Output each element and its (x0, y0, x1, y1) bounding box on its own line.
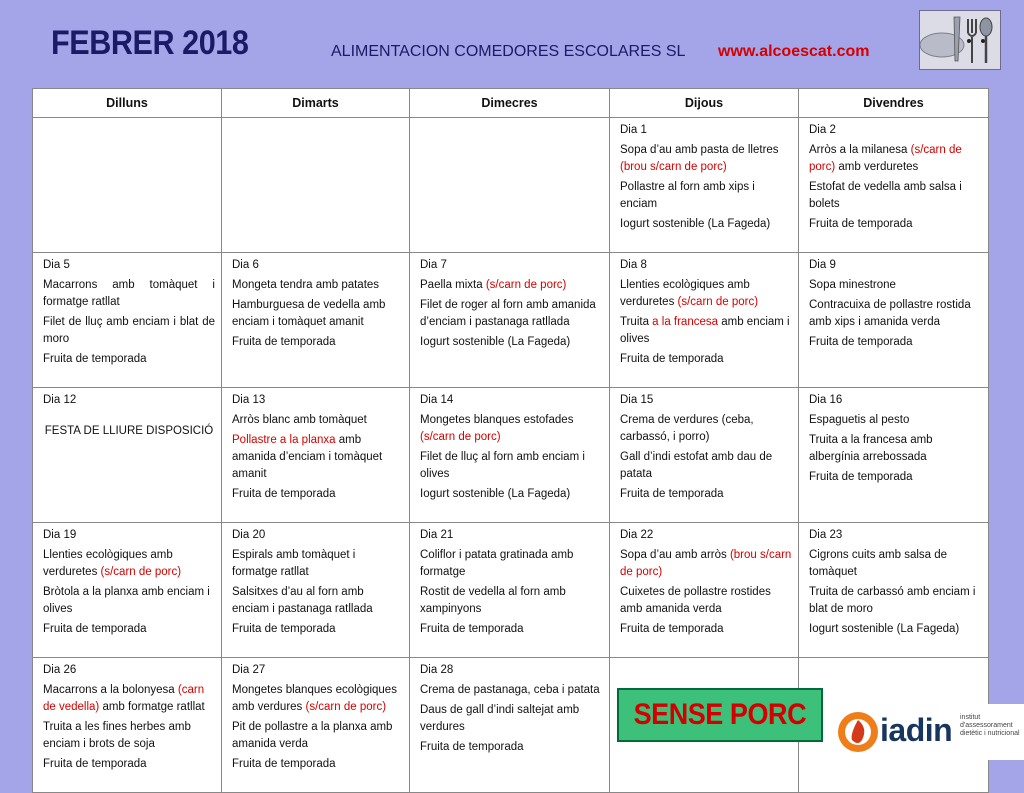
week-row (33, 253, 989, 388)
dish-line (620, 216, 792, 233)
dish-line (232, 756, 403, 773)
dish-line (420, 702, 603, 736)
dish-line (43, 682, 215, 716)
dish-line (420, 412, 603, 446)
day-number: Dia 12 (43, 394, 77, 406)
day-cell (222, 523, 410, 658)
day-cell (33, 523, 222, 658)
dish-text: Coliflor i patata gratinada amb formatge (420, 549, 574, 578)
dish-text: Fruita de temporada (43, 353, 147, 365)
day-cell (799, 253, 989, 388)
dish-text: Pollastre al forn amb xips i enciam (620, 181, 755, 210)
dish-line (232, 682, 403, 716)
dish-line (43, 621, 215, 638)
day-number: Dia 23 (809, 529, 843, 541)
dish-text: Truita (620, 316, 653, 328)
dish-text: Fruita de temporada (420, 741, 524, 753)
dish-line (232, 277, 403, 294)
dish-line (809, 277, 982, 294)
dish-line (232, 621, 403, 638)
dish-text: Arròs a la milanesa (809, 144, 911, 156)
dish-text: Cuixetes de pollastre rostides amb amanida verda (620, 586, 771, 615)
dish-text: Salsitxes d’au al forn amb enciam i pastanaga ratllada (232, 586, 373, 615)
day-number: Dia 22 (620, 529, 654, 541)
day-cell (33, 253, 222, 388)
dish-note-red: (s/carn de porc) (677, 296, 759, 308)
day-number: Dia 26 (43, 664, 77, 676)
day-number: Dia 19 (43, 529, 77, 541)
dish-text: Pit de pollastre a la planxa amb amanida verda (232, 721, 393, 750)
day-number: Dia 5 (43, 259, 70, 271)
day-cell (610, 523, 799, 658)
dish-line (809, 621, 982, 638)
dish-text: Mongetes blanques ecològiques amb verdures (232, 684, 397, 713)
dish-line (620, 277, 792, 311)
day-cell (410, 658, 610, 793)
dish-line (232, 719, 403, 753)
menu-calendar (32, 88, 989, 793)
day-cell (410, 523, 610, 658)
dish-note-red: (s/carn de porc) (485, 279, 567, 291)
dish-text: Estofat de vedella amb salsa i bolets (809, 181, 962, 210)
dish-text: amb verduretes (835, 161, 919, 173)
day-number: Dia 28 (420, 664, 454, 676)
dish-line (620, 449, 792, 483)
dish-line (232, 486, 403, 503)
dish-line (420, 449, 603, 483)
dish-text: Truita a la francesa amb albergínia arrebossada (809, 434, 933, 463)
day-number: Dia 9 (809, 259, 836, 271)
company-name: ALIMENTACION COMEDORES ESCOLARES SL (331, 43, 686, 60)
dish-text: Gall d’indi estofat amb dau de patata (620, 451, 773, 480)
day-cell (33, 658, 222, 793)
dish-text: Fruita de temporada (43, 623, 147, 635)
weekday-header-dimecres: Dimecres (410, 89, 610, 118)
day-cell (610, 253, 799, 388)
weekday-header-dimarts: Dimarts (222, 89, 410, 118)
day-number: Dia 13 (232, 394, 266, 406)
week-row (33, 523, 989, 658)
dish-text: Fruita de temporada (232, 488, 336, 500)
day-number: Dia 16 (809, 394, 843, 406)
dish-line (43, 547, 215, 581)
dish-text: Fruita de temporada (620, 353, 724, 365)
dish-line (43, 719, 215, 753)
dish-text: Iogurt sostenible (La Fageda) (809, 623, 960, 635)
dish-text: Daus de gall d’indi saltejat amb verdures (420, 704, 580, 733)
day-number: Dia 8 (620, 259, 647, 271)
dish-note-red: (s/carn de porc) (809, 144, 962, 173)
iadin-logo (832, 704, 1024, 760)
dish-text: Iogurt sostenible (La Fageda) (420, 336, 571, 348)
dish-note-red: (s/carn de porc) (100, 566, 182, 578)
dish-line (420, 547, 603, 581)
iadin-name: iadin (880, 712, 953, 748)
dish-note-red: (s/carn de porc) (305, 701, 387, 713)
day-cell (33, 118, 222, 253)
day-number: Dia 14 (420, 394, 454, 406)
day-cell (410, 118, 610, 253)
dish-line (620, 547, 792, 581)
dish-line (43, 584, 215, 618)
day-number: Dia 2 (809, 124, 836, 136)
dish-text: amb enciam i olives (620, 316, 790, 345)
dish-text: Iogurt sostenible (La Fageda) (420, 488, 571, 500)
sense-porc-badge (617, 688, 823, 742)
dish-line (620, 412, 792, 446)
day-cell (610, 388, 799, 523)
dish-text: Espaguetis al pesto (809, 414, 910, 426)
dish-line (232, 584, 403, 618)
day-number: Dia 6 (232, 259, 259, 271)
dish-line (809, 412, 982, 429)
dish-text: Sopa d’au amb arròs (620, 549, 730, 561)
day-number: Dia 20 (232, 529, 266, 541)
dish-line (43, 277, 215, 311)
dish-line (43, 314, 215, 348)
dish-text: Cigrons cuits amb salsa de tomàquet (809, 549, 948, 578)
dish-line (620, 584, 792, 618)
dish-text: Macarrons a la bolonyesa (43, 684, 178, 696)
dish-text: Fruita de temporada (43, 758, 147, 770)
dish-note-red: (s/carn de porc) (420, 431, 501, 443)
dish-line (809, 432, 982, 466)
day-cell (410, 388, 610, 523)
dish-line (809, 584, 982, 618)
page-title: FEBRER 2018 (51, 24, 249, 62)
dish-line (620, 351, 792, 368)
dish-text: amb formatge ratllat (99, 701, 205, 713)
dish-line (620, 179, 792, 213)
weekday-header-divendres: Divendres (799, 89, 989, 118)
dish-line (420, 682, 603, 699)
company-url-link[interactable]: www.alcoescat.com (718, 43, 870, 60)
day-cell (799, 118, 989, 253)
day-number: Dia 15 (620, 394, 654, 406)
cutlery-icon (919, 10, 1001, 70)
day-cell (222, 118, 410, 253)
dish-line (809, 469, 982, 486)
day-cell (799, 388, 989, 523)
dish-line (620, 621, 792, 638)
dish-line (43, 756, 215, 773)
dish-text: Fruita de temporada (809, 471, 913, 483)
dish-note-red: (brou s/carn de porc) (620, 161, 727, 173)
day-number: Dia 21 (420, 529, 454, 541)
dish-text: Rostit de vedella al forn amb xampinyons (420, 586, 566, 615)
dish-text: Mongetes blanques estofades (420, 414, 574, 426)
dish-text: Truita de carbassó amb enciam i blat de moro (809, 586, 976, 615)
dish-text: Filet de roger al forn amb amanida d’enciam i pastanaga ratllada (420, 299, 596, 328)
dish-note-red: Pollastre a la planxa (232, 434, 336, 446)
dish-line (809, 142, 982, 176)
dish-text: Llenties ecològiques amb verduretes (43, 549, 173, 578)
dish-text: Fruita de temporada (232, 758, 336, 770)
dish-line (232, 412, 403, 429)
day-cell (222, 388, 410, 523)
sense-porc-label: SENSE PORC (633, 698, 807, 731)
dish-text: Fruita de temporada (620, 623, 724, 635)
dish-line (420, 486, 603, 503)
dish-note-red: (brou s/carn de porc) (620, 549, 792, 578)
iadin-flame-logo (836, 710, 880, 754)
dish-text: Paella mixta (420, 279, 486, 291)
weekday-header-dijous: Dijous (610, 89, 799, 118)
dish-text: Fruita de temporada (420, 623, 524, 635)
dish-text: Fruita de temporada (809, 336, 913, 348)
dish-text: Fruita de temporada (809, 218, 913, 230)
weekday-header-dilluns: Dilluns (33, 89, 222, 118)
dish-line (232, 297, 403, 331)
dish-text: amb amanida d’enciam i tomàquet amanit (232, 434, 383, 480)
day-cell (610, 118, 799, 253)
dish-text: Fruita de temporada (620, 488, 724, 500)
dish-line (420, 584, 603, 618)
dish-line (232, 432, 403, 483)
dish-line (420, 277, 603, 294)
dish-text: Bròtola a la planxa amb enciam i olives (43, 586, 210, 615)
dish-line (809, 216, 982, 233)
dish-line (232, 334, 403, 351)
dish-line (620, 314, 792, 348)
dish-text: Contracuixa de pollastre rostida amb xips i amanida verda (809, 299, 971, 328)
dish-note-red: (carn de vedella) (43, 684, 205, 713)
holiday-note: FESTA DE LLIURE DISPOSICIÓ (44, 425, 214, 437)
dish-text: Fruita de temporada (232, 336, 336, 348)
dish-text: Filet de lluç amb enciam i blat de moro (43, 316, 215, 345)
day-cell (33, 388, 222, 523)
day-cell (410, 253, 610, 388)
dish-text: Arròs blanc amb tomàquet (232, 414, 367, 426)
day-number: Dia 27 (232, 664, 266, 676)
dish-line (420, 621, 603, 638)
dish-line (420, 334, 603, 351)
dish-line (232, 547, 403, 581)
dish-text: Iogurt sostenible (La Fageda) (620, 218, 771, 230)
dish-line (43, 351, 215, 368)
dish-line (809, 547, 982, 581)
day-cell (222, 658, 410, 793)
weekday-header-row (33, 89, 989, 118)
dish-text: Truita a les fines herbes amb enciam i brots de soja (43, 721, 191, 750)
dish-text: Mongeta tendra amb patates (232, 279, 380, 291)
dish-line (620, 142, 792, 176)
dish-line (809, 334, 982, 351)
dish-text: Llenties ecològiques amb verduretes (620, 279, 750, 308)
day-cell (799, 523, 989, 658)
week-row (33, 388, 989, 523)
dish-line (420, 739, 603, 756)
dish-line (809, 179, 982, 213)
day-cell (222, 253, 410, 388)
week-row (33, 118, 989, 253)
dish-text: Filet de lluç al forn amb enciam i olives (420, 451, 585, 480)
dish-text: Sopa minestrone (809, 279, 896, 291)
dish-text: Crema de verdures (ceba, carbassó, i porro) (620, 414, 754, 443)
dish-line (420, 297, 603, 331)
dish-text: Sopa d’au amb pasta de lletres (620, 144, 779, 156)
dish-text: Hamburguesa de vedella amb enciam i tomàquet amanit (232, 299, 386, 328)
dish-line (809, 297, 982, 331)
dish-text: Macarrons amb tomàquet i formatge ratllat (43, 279, 215, 308)
dish-note-red: a la francesa (652, 316, 719, 328)
day-number: Dia 7 (420, 259, 447, 271)
dish-text: Fruita de temporada (232, 623, 336, 635)
dish-text: Crema de pastanaga, ceba i patata (420, 684, 600, 696)
dish-line (620, 486, 792, 503)
day-number: Dia 1 (620, 124, 647, 136)
dish-text: Espirals amb tomàquet i formatge ratllat (232, 549, 356, 578)
iadin-subtitle: institut d'assessorament dietètic i nutricional (960, 714, 1020, 737)
